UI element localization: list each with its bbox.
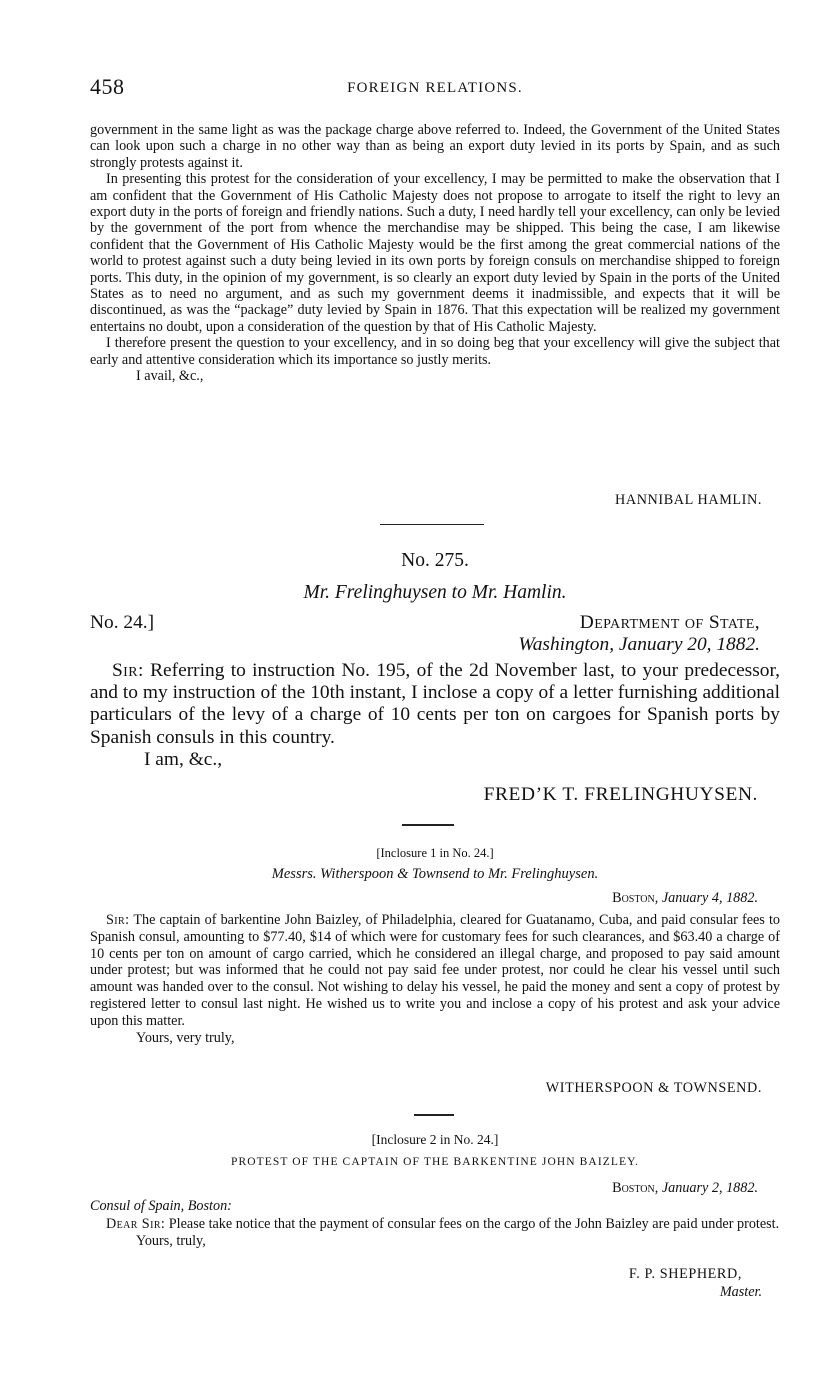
dispatch-closing: I am, &c., xyxy=(144,748,223,770)
page-number: 458 xyxy=(90,74,125,99)
dispatch-reference: No. 24.] xyxy=(90,612,155,633)
section-divider-3 xyxy=(414,1114,454,1116)
inclosure-2-text: Please take notice that the payment of consular fees on the cargo of the John Baizley are paid under protest. xyxy=(168,1216,780,1232)
document-title: Mr. Frelinghuysen to Mr. Hamlin. xyxy=(303,582,567,603)
inclosure-2-salutation: Dear Sir: xyxy=(106,1216,166,1232)
inclosure-1-body xyxy=(90,912,780,1046)
inclosure-1-title: Messrs. Witherspoon & Townsend to Mr. Frelinghuysen. xyxy=(271,866,599,882)
letter-paragraph-2: In presenting this protest for the consideration of your excellency, I may be permitted to make the observation that I am confident that the Government of His Catholic Majesty does not propose to arrogate to itself the right to levy an export duty in the ports of foreign and friendly nations. Such a duty, I need hardly tell your excellency, can only be levied by the government of the port from whence the merchandise may be shipped. This being the case, I am likewise confident that the Government of His Catholic Majesty would be the first among the great commercial nations of the world to protest against such a duty being levied in its own ports by foreign consuls on merchandise shipped to foreign ports. This duty, in the opinion of my government, is so clearly an export duty levied by Spain in the ports of the United States as to need no argument, and as such my government deems it inadmissible, and expects that it will be discontinued, as was the “package” duty levied by Spain in 1876. That this expectation will be realized my government entertains no doubt, upon a consideration of the question by that of His Catholic Majesty. xyxy=(90,171,780,335)
inclosure-2-date: Boston, January 2, 1882. xyxy=(612,1180,758,1196)
dispatch-signature: FRED’K T. FRELINGHUYSEN. xyxy=(483,784,758,805)
letter-closing: I avail, &c., xyxy=(136,368,204,385)
inclosure-1-text: The captain of barkentine John Baizley, of Philadelphia, cleared for Guatanamo, Cuba, and paid consular fees to Spanish consul, amounting to $77.40, $14 of which were for customary fees for such clearances, and $63.40 a charge of 10 cents per ton on amount of cargo carried, which he considered an illegal charge, and proposed to pay said amount under protest; but was informed that he could not pay said fee under protest, nor could he clear his vessel until such amount was handed over to the consul. Not wishing to delay his vessel, he paid the money and sent a copy of protest by registered letter to consul last night. He wished us to write you and inclose a copy of his protest and ask your advice upon this matter. xyxy=(90,912,780,1029)
dispatch-body xyxy=(90,660,780,771)
dispatch-place-date: Washington, January 20, 1882. xyxy=(518,634,760,655)
inclosure-2-signature: F. P. SHEPHERD, xyxy=(628,1266,742,1282)
letter-paragraph-1: government in the same light as was the package charge above referred to. Indeed, the Government of the United States can look upon such a charge in no other way than as being an export duty levied in its ports by Spain, and as such strongly protests against it. xyxy=(90,122,780,171)
inclosure-2-closing: Yours, truly, xyxy=(136,1232,206,1249)
inclosure-2-title: PROTEST OF THE CAPTAIN OF THE BARKENTINE JOHN BAIZLEY. xyxy=(230,1156,640,1168)
letter-signature: HANNIBAL HAMLIN. xyxy=(615,492,762,508)
running-title: FOREIGN RELATIONS. xyxy=(347,80,523,96)
section-divider-2 xyxy=(402,824,454,826)
dispatch-department: Department of State, xyxy=(579,612,760,633)
running-header xyxy=(90,74,780,104)
inclosure-2-body xyxy=(90,1216,780,1250)
section-divider xyxy=(380,524,484,525)
inclosure-1-signature: WITHERSPOON & TOWNSEND. xyxy=(545,1080,762,1096)
inclosure-2-signature-title: Master. xyxy=(719,1284,762,1300)
inclosure-1-salutation: Sir: xyxy=(106,912,130,928)
letter-paragraph-3: I therefore present the question to your excellency, and in so doing beg that your excellency will give the subject that early and attentive consideration which its importance so justly merits. xyxy=(90,335,780,368)
letter-hamlin-continued xyxy=(90,122,780,385)
dispatch-salutation: Sir: xyxy=(112,660,144,681)
inclosure-1-date: Boston, January 4, 1882. xyxy=(612,890,758,906)
inclosure-2-label: [Inclosure 2 in No. 24.] xyxy=(371,1132,499,1147)
inclosure-1-closing: Yours, very truly, xyxy=(136,1029,235,1046)
dispatch-text: Referring to instruction No. 195, of the 2d November last, to your predecessor, and to my instruction of the 10th instant, I inclose a copy of a letter furnishing additional particulars of the levy of a charge of 10 cents per ton on cargoes for Spanish ports by Spanish consuls in this country. xyxy=(90,660,780,748)
document-number: No. 275. xyxy=(401,550,469,571)
inclosure-2-addressee: Consul of Spain, Boston: xyxy=(90,1198,232,1214)
dispatch-heading xyxy=(90,612,780,662)
inclosure-1-label: [Inclosure 1 in No. 24.] xyxy=(376,846,494,860)
